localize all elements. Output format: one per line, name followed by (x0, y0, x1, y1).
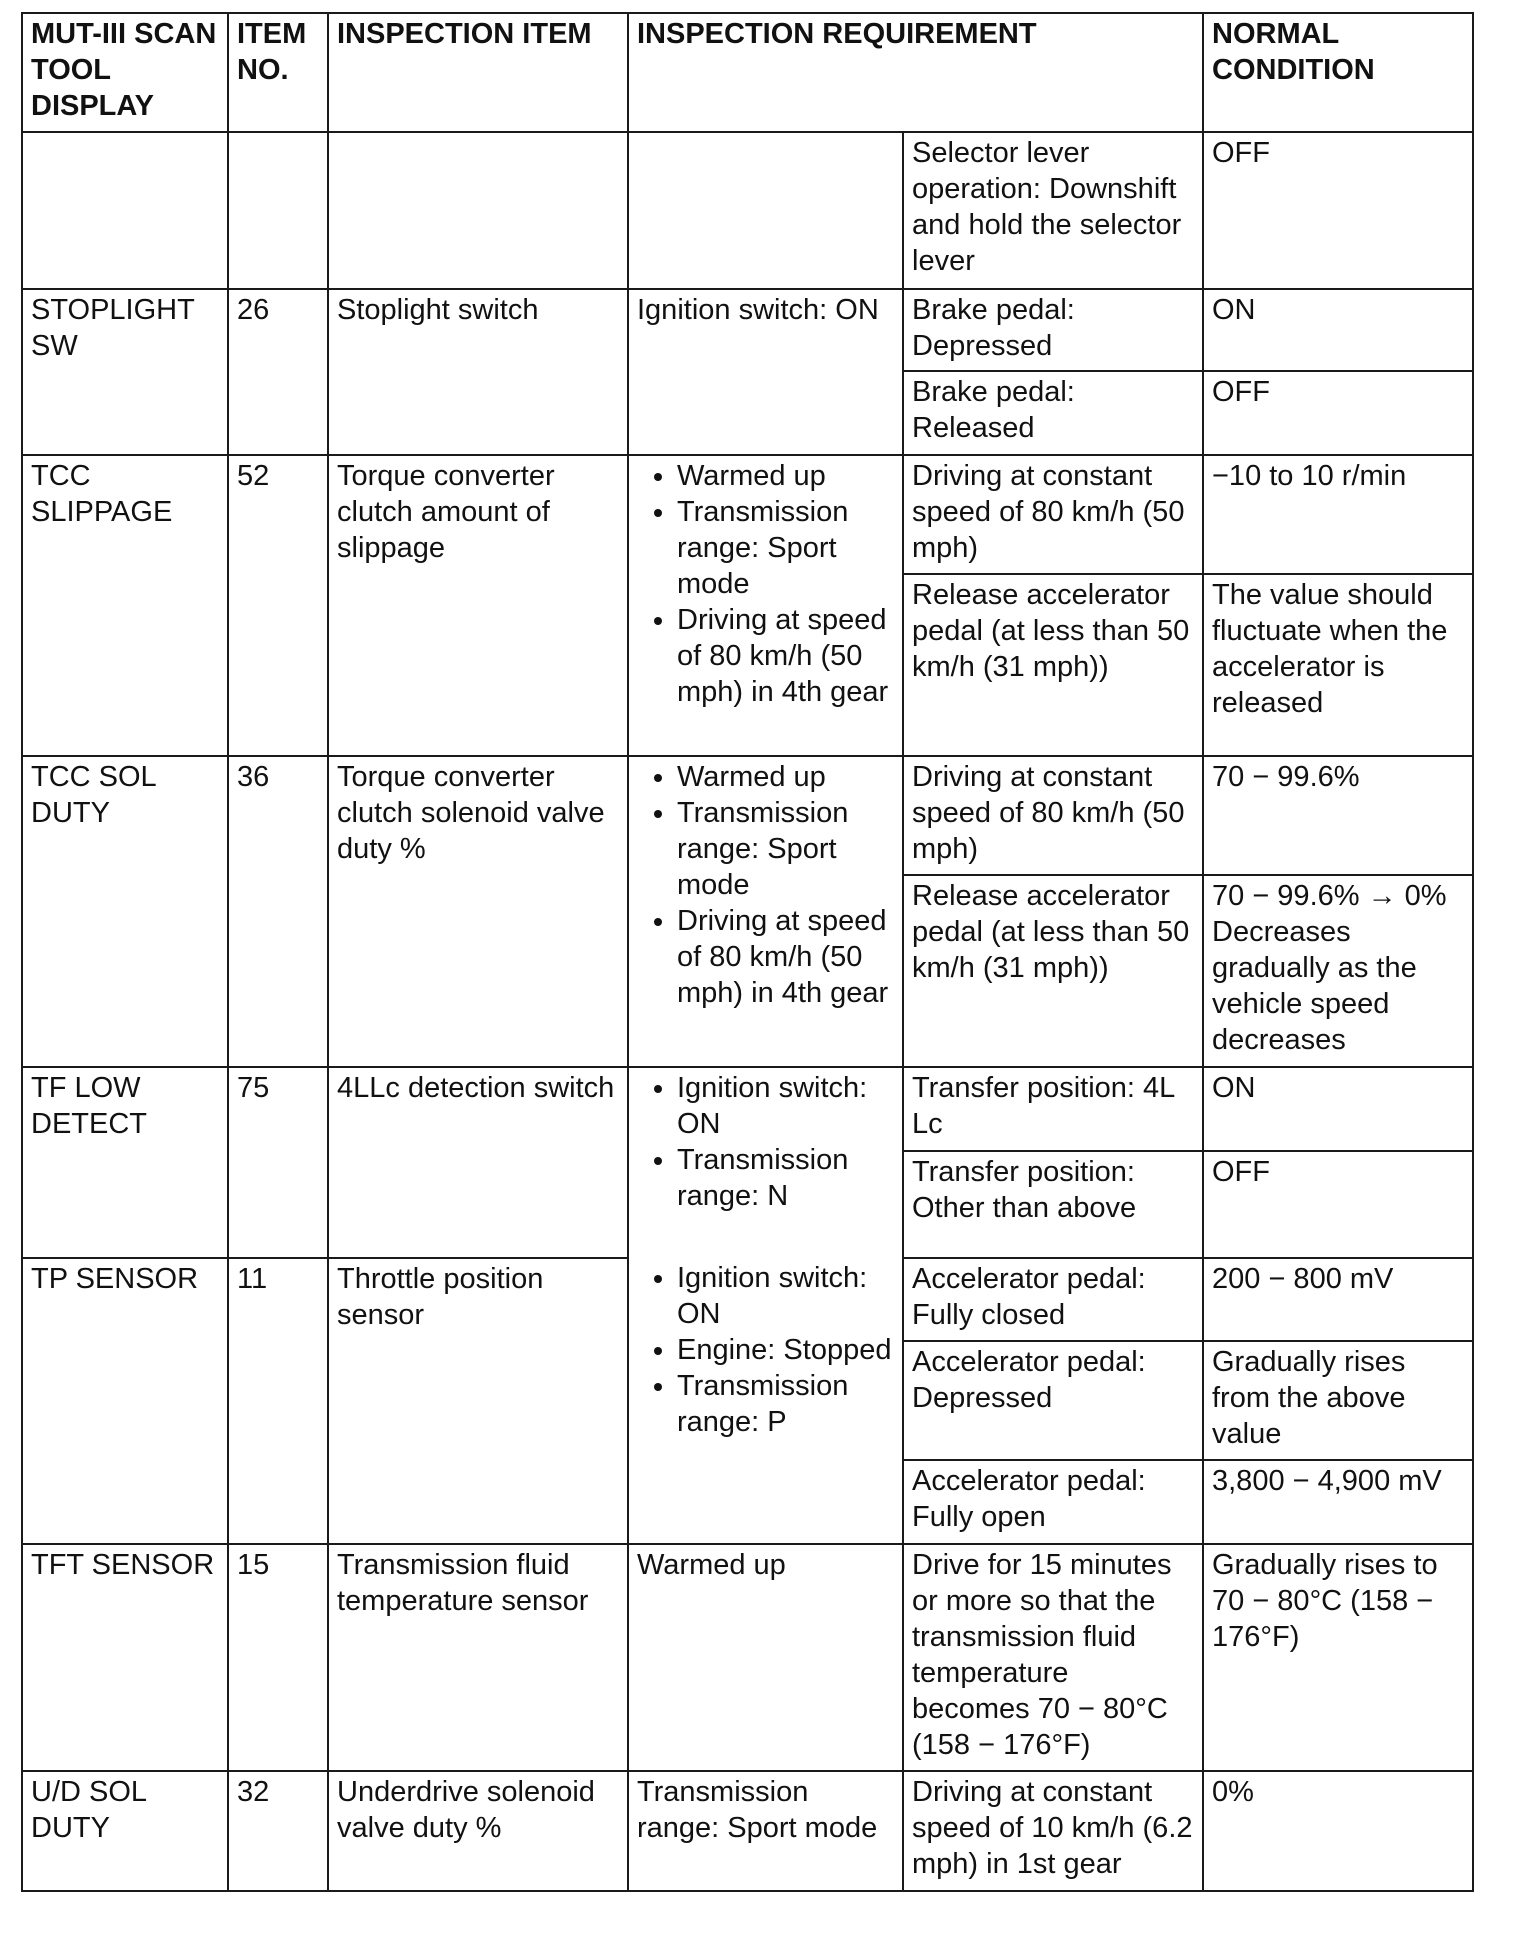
cell-normal: The value should fluctuate when the accelerator is released (1203, 574, 1473, 756)
list-item: • Warmed up (677, 759, 894, 795)
cell-requirement (628, 1067, 903, 1258)
cell-condition: Brake pedal: Depressed (903, 289, 1203, 371)
cell-normal: OFF (1203, 371, 1473, 455)
table-row (22, 455, 1473, 574)
requirement-list (637, 1070, 894, 1214)
header-normal-condition: NORMAL CONDITION (1203, 13, 1473, 132)
cell-display: TCC SLIPPAGE (22, 455, 228, 756)
cell-condition: Transfer position: 4L Lc (903, 1067, 1203, 1151)
cell-normal: Gradually rises to 70 − 80°C (158 − 176°F) (1203, 1544, 1473, 1771)
cell-requirement (628, 1258, 903, 1544)
table-row (22, 756, 1473, 875)
list-item: • Engine: Stopped (677, 1332, 894, 1368)
header-item-no: ITEM NO. (228, 13, 328, 132)
cell-requirement: Ignition switch: ON (628, 289, 903, 455)
cell-item-no: 52 (228, 455, 328, 756)
cell-item: Underdrive solenoid valve duty % (328, 1771, 628, 1891)
list-item: • Transmission range: Sport mode (677, 795, 894, 903)
cell-display: TCC SOL DUTY (22, 756, 228, 1067)
cell-item-no: 15 (228, 1544, 328, 1771)
header-inspection-item: INSPECTION ITEM (328, 13, 628, 132)
list-item: • Transmission range: P (677, 1368, 894, 1440)
cell-normal: 3,800 − 4,900 mV (1203, 1460, 1473, 1544)
table-row (22, 289, 1473, 371)
cell-condition: Accelerator pedal: Depressed (903, 1341, 1203, 1460)
list-item: • Warmed up (677, 458, 894, 494)
cell-requirement (628, 756, 903, 1067)
cell-requirement (628, 455, 903, 756)
requirement-list (637, 1260, 894, 1440)
cell-item: Stoplight switch (328, 289, 628, 455)
cell-item-no: 36 (228, 756, 328, 1067)
inspection-table (21, 12, 1474, 1892)
cell-normal: −10 to 10 r/min (1203, 455, 1473, 574)
cell-normal: 70 − 99.6% → 0% Decreases gradually as the vehicle speed decreases (1203, 875, 1473, 1067)
cell-requirement: Transmission range: Sport mode (628, 1771, 903, 1891)
header-inspection-requirement: INSPECTION REQUIREMENT (628, 13, 1203, 132)
cell-requirement: Warmed up (628, 1544, 903, 1771)
cell-normal: ON (1203, 289, 1473, 371)
cell-condition: Release accelerator pedal (at less than 50 km/h (31 mph)) (903, 574, 1203, 756)
cell-normal: OFF (1203, 1151, 1473, 1258)
cell-condition: Driving at constant speed of 80 km/h (50 mph) (903, 455, 1203, 574)
cell-condition: Driving at constant speed of 10 km/h (6.2 mph) in 1st gear (903, 1771, 1203, 1891)
cell-condition: Transfer position: Other than above (903, 1151, 1203, 1258)
cell-condition: Driving at constant speed of 80 km/h (50 mph) (903, 756, 1203, 875)
cell-item: 4LLc detection switch (328, 1067, 628, 1258)
table-row (22, 1067, 1473, 1151)
cell-display (22, 132, 228, 289)
cell-condition: Drive for 15 minutes or more so that the transmission fluid temperature becomes 70 − 80°C (158 − 176°F) (903, 1544, 1203, 1771)
cell-requirement (628, 132, 903, 289)
cell-condition: Accelerator pedal: Fully open (903, 1460, 1203, 1544)
cell-item: Transmission fluid temperature sensor (328, 1544, 628, 1771)
cell-normal: 200 − 800 mV (1203, 1258, 1473, 1341)
cell-normal: ON (1203, 1067, 1473, 1151)
header-display: MUT-III SCAN TOOL DISPLAY (22, 13, 228, 132)
table-row (22, 132, 1473, 289)
cell-display: STOPLIGHT SW (22, 289, 228, 455)
cell-normal: Gradually rises from the above value (1203, 1341, 1473, 1460)
list-item: • Ignition switch: ON (677, 1260, 894, 1332)
cell-condition: Accelerator pedal: Fully closed (903, 1258, 1203, 1341)
cell-condition: Selector lever operation: Downshift and hold the selector lever (903, 132, 1203, 289)
cell-item: Torque converter clutch solenoid valve duty % (328, 756, 628, 1067)
table-row (22, 1258, 1473, 1341)
cell-condition: Brake pedal: Released (903, 371, 1203, 455)
cell-item (328, 132, 628, 289)
cell-item-no: 26 (228, 289, 328, 455)
list-item: • Transmission range: N (677, 1142, 894, 1214)
cell-item: Throttle position sensor (328, 1258, 628, 1544)
cell-display: U/D SOL DUTY (22, 1771, 228, 1891)
list-item: • Driving at speed of 80 km/h (50 mph) in 4th gear (677, 903, 894, 1011)
cell-item-no: 32 (228, 1771, 328, 1891)
cell-display: TF LOW DETECT (22, 1067, 228, 1258)
table-row (22, 1544, 1473, 1771)
cell-normal: 70 − 99.6% (1203, 756, 1473, 875)
cell-normal: OFF (1203, 132, 1473, 289)
cell-item: Torque converter clutch amount of slippage (328, 455, 628, 756)
header-row (22, 13, 1473, 132)
cell-item-no: 11 (228, 1258, 328, 1544)
cell-condition: Release accelerator pedal (at less than 50 km/h (31 mph)) (903, 875, 1203, 1067)
cell-item-no: 75 (228, 1067, 328, 1258)
list-item: • Driving at speed of 80 km/h (50 mph) in 4th gear (677, 602, 894, 710)
requirement-list (637, 759, 894, 1011)
requirement-list (637, 458, 894, 710)
cell-display: TP SENSOR (22, 1258, 228, 1544)
list-item: • Ignition switch: ON (677, 1070, 894, 1142)
cell-display: TFT SENSOR (22, 1544, 228, 1771)
table-row (22, 1771, 1473, 1891)
list-item: • Transmission range: Sport mode (677, 494, 894, 602)
cell-normal: 0% (1203, 1771, 1473, 1891)
cell-item-no (228, 132, 328, 289)
